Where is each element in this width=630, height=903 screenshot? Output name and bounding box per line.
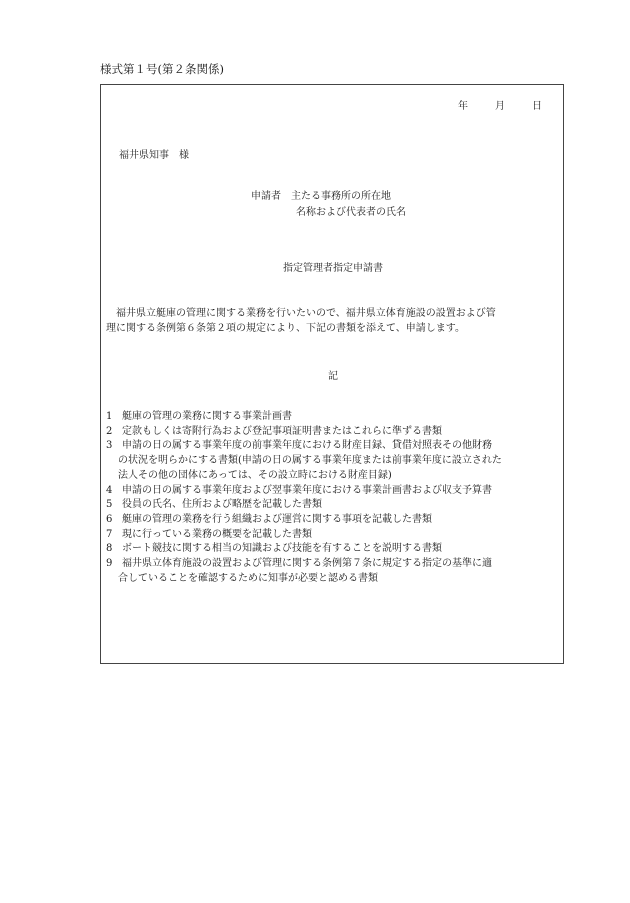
list-item: 5 役員の氏名、住所および略歴を記載した書類 (106, 499, 322, 511)
form-number-label: 様式第１号(第２条関係) (100, 62, 224, 76)
list-item: 8 ボート競技に関する相当の知識および技能を有することを説明する書類 (106, 543, 442, 555)
list-item: 4 申請の日の属する事業年度および翌事業年度における事業計画書および収支予算書 (106, 484, 492, 496)
list-item: 6 艇庫の管理の業務を行う組織および運営に関する事項を記載した書類 (106, 513, 432, 525)
date-day: 日 (532, 101, 542, 112)
list-item-continued: 法人その他の団体にあっては、その設立時における財産目録) (118, 469, 392, 481)
applicant-address-label: 申請者 主たる事務所の所在地 (251, 191, 391, 202)
list-item: 3 申請の日の属する事業年度の前事業年度における財産目録、貸借対照表その他財務 (106, 440, 492, 452)
list-item: 7 現に行っている業務の概要を記載した書類 (106, 528, 312, 540)
date-line (458, 100, 542, 114)
body-line-2: 理に関する条例第６条第２項の規定により、下記の書類を添えて、申請します。 (106, 323, 465, 334)
document-title: 指定管理者指定申請書 (283, 263, 383, 274)
application-body (106, 306, 561, 336)
list-item-continued: 合していることを確認するために知事が必要と認める書類 (118, 572, 378, 584)
list-item: 9 福井県立体育施設の設置および管理に関する条例第７条に規定する指定の基準に適 (106, 558, 492, 570)
ki-heading: 記 (328, 371, 338, 382)
list-item: 2 定款もしくは寄附行為および登記事項証明書またはこれらに準ずる書類 (106, 425, 442, 437)
date-year: 年 (458, 101, 468, 112)
applicant-name-label: 名称および代表者の氏名 (296, 207, 406, 218)
list-item: 1 艇庫の管理の業務に関する事業計画書 (106, 411, 292, 422)
document-list (106, 410, 562, 586)
application-form-frame (100, 84, 564, 664)
body-line-1: 福井県立艇庫の管理に関する業務を行いたいので、福井県立体育施設の設置および管 (106, 308, 496, 319)
list-item-continued: の状況を明らかにする書類(申請の日の属する事業年度または前事業年度に設立された (118, 455, 502, 467)
date-month: 月 (495, 101, 505, 112)
addressee: 福井県知事 様 (119, 150, 189, 161)
